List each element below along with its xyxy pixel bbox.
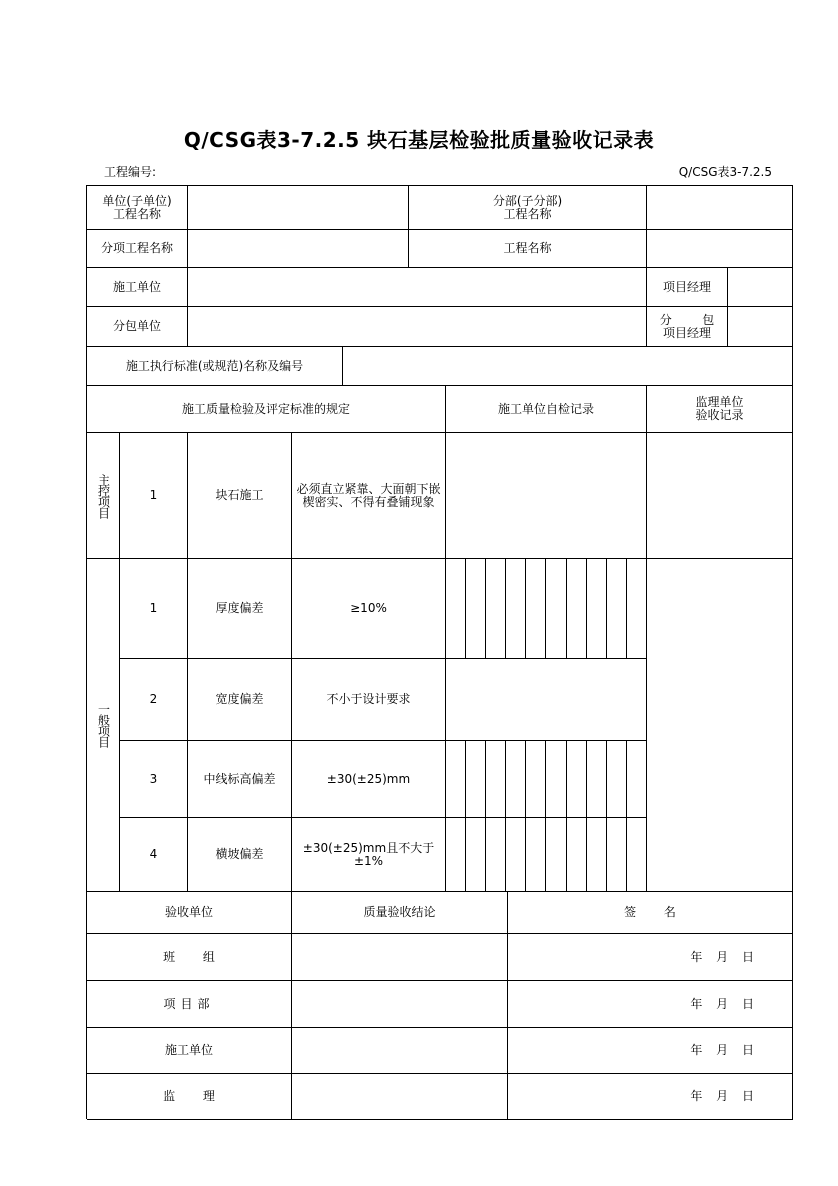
general-items-label: 一般项目 <box>87 559 120 892</box>
main-control-label: 主控项目 <box>87 433 120 559</box>
label-line: 分 包 <box>659 312 715 327</box>
self-check-cell[interactable] <box>446 433 647 559</box>
measurement-grid[interactable] <box>446 559 647 659</box>
standard-label: 施工执行标准(或规范)名称及编号 <box>87 347 343 386</box>
self-check-column-header: 施工单位自检记录 <box>446 386 647 433</box>
measurement-cell[interactable] <box>466 559 486 658</box>
subcontractor-label: 分包单位 <box>87 307 188 347</box>
item-spec: ±30(±25)mm <box>292 741 446 818</box>
measurement-cell[interactable] <box>587 818 607 891</box>
subcontractor-value[interactable] <box>188 307 647 347</box>
conclusion-cell[interactable] <box>292 1074 508 1120</box>
supervisor-record-cell[interactable] <box>647 433 793 559</box>
project-number-label: 工程编号: <box>104 165 157 179</box>
item-number: 3 <box>120 741 188 818</box>
contractor-label: 施工单位 <box>87 268 188 307</box>
measurement-cell[interactable] <box>607 559 627 658</box>
spec-column-header: 施工质量检验及评定标准的规定 <box>87 386 446 433</box>
item-spec: ±30(±25)mm且不大于±1% <box>292 818 446 892</box>
measurement-cell[interactable] <box>506 818 526 891</box>
unit-project-label <box>87 186 188 230</box>
label-line: 工程名称 <box>503 206 552 221</box>
label-line: 项目经理 <box>662 325 711 340</box>
conclusion-header: 质量验收结论 <box>292 892 508 934</box>
acceptance-unit: 项目部 <box>87 981 292 1028</box>
division-value[interactable] <box>647 186 793 230</box>
measurement-cell[interactable] <box>466 818 486 891</box>
acceptance-unit: 施工单位 <box>87 1028 292 1074</box>
standard-value[interactable] <box>343 347 793 386</box>
acceptance-unit: 班 组 <box>87 934 292 981</box>
contractor-value[interactable] <box>188 268 647 307</box>
project-name-value[interactable] <box>647 230 793 268</box>
item-number: 1 <box>120 433 188 559</box>
acceptance-unit-header: 验收单位 <box>87 892 292 934</box>
item-number: 1 <box>120 559 188 659</box>
item-name: 厚度偏差 <box>188 559 292 659</box>
measurement-cell[interactable] <box>627 818 646 891</box>
measurement-cell[interactable] <box>526 818 546 891</box>
sub-pm-value[interactable] <box>728 307 793 347</box>
conclusion-cell[interactable] <box>292 981 508 1028</box>
measurement-cell[interactable] <box>587 559 607 658</box>
item-name: 宽度偏差 <box>188 659 292 741</box>
measurement-cell[interactable] <box>446 818 466 891</box>
signature-date[interactable]: 年 月 日 <box>508 934 793 981</box>
measurement-cell[interactable] <box>546 818 566 891</box>
label-line: 工程名称 <box>112 206 161 221</box>
label-line: 单位(子单位) <box>102 193 172 208</box>
project-name-label: 工程名称 <box>409 230 647 268</box>
label-line: 监理单位 <box>695 395 744 409</box>
measurement-grid[interactable] <box>446 818 647 892</box>
conclusion-cell[interactable] <box>292 1028 508 1074</box>
measurement-cell[interactable] <box>546 741 566 817</box>
item-name: 块石施工 <box>188 433 292 559</box>
supervisor-record-cell[interactable] <box>647 559 793 892</box>
pm-label: 项目经理 <box>647 268 728 307</box>
measurement-cell[interactable] <box>567 559 587 658</box>
item-number: 4 <box>120 818 188 892</box>
measurement-cell[interactable] <box>567 741 587 817</box>
signature-date[interactable]: 年 月 日 <box>508 981 793 1028</box>
measurement-cell[interactable] <box>607 818 627 891</box>
item-spec: 不小于设计要求 <box>292 659 446 741</box>
signature-date[interactable]: 年 月 日 <box>508 1028 793 1074</box>
division-label <box>409 186 647 230</box>
label-line: 验收记录 <box>695 408 744 422</box>
measurement-cell[interactable] <box>466 741 486 817</box>
measurement-grid[interactable] <box>446 741 647 818</box>
item-number: 2 <box>120 659 188 741</box>
measurement-cell[interactable] <box>486 741 506 817</box>
conclusion-cell[interactable] <box>292 934 508 981</box>
measurement-cell[interactable] <box>486 559 506 658</box>
measurement-cell[interactable] <box>607 741 627 817</box>
unit-project-value[interactable] <box>188 186 409 230</box>
label-line: 分部(子分部) <box>492 193 563 208</box>
self-check-cell[interactable] <box>446 659 647 741</box>
measurement-cell[interactable] <box>506 741 526 817</box>
item-name: 中线标高偏差 <box>188 741 292 818</box>
measurement-cell[interactable] <box>446 741 466 817</box>
measurement-cell[interactable] <box>546 559 566 658</box>
sub-item-value[interactable] <box>188 230 409 268</box>
item-spec: 必须直立紧靠、大面朝下嵌楔密实、不得有叠铺现象 <box>292 433 446 559</box>
form-title: Q/CSG表3-7.2.5 块石基层检验批质量验收记录表 <box>183 128 655 152</box>
supervisor-column-header <box>647 386 793 433</box>
signature-date[interactable]: 年 月 日 <box>508 1074 793 1120</box>
measurement-cell[interactable] <box>506 559 526 658</box>
measurement-cell[interactable] <box>587 741 607 817</box>
sub-item-label: 分项工程名称 <box>87 230 188 268</box>
sub-pm-label <box>647 307 728 347</box>
measurement-cell[interactable] <box>486 818 506 891</box>
measurement-cell[interactable] <box>627 559 646 658</box>
measurement-cell[interactable] <box>627 741 646 817</box>
item-spec: ≥10% <box>292 559 446 659</box>
measurement-cell[interactable] <box>446 559 466 658</box>
measurement-cell[interactable] <box>526 559 546 658</box>
pm-value[interactable] <box>728 268 793 307</box>
signature-header: 签 名 <box>508 892 793 934</box>
measurement-cell[interactable] <box>526 741 546 817</box>
acceptance-unit: 监 理 <box>87 1074 292 1120</box>
inspection-table <box>86 185 793 1119</box>
form-code: Q/CSG表3-7.2.5 <box>678 165 772 179</box>
item-name: 横坡偏差 <box>188 818 292 892</box>
measurement-cell[interactable] <box>567 818 587 891</box>
